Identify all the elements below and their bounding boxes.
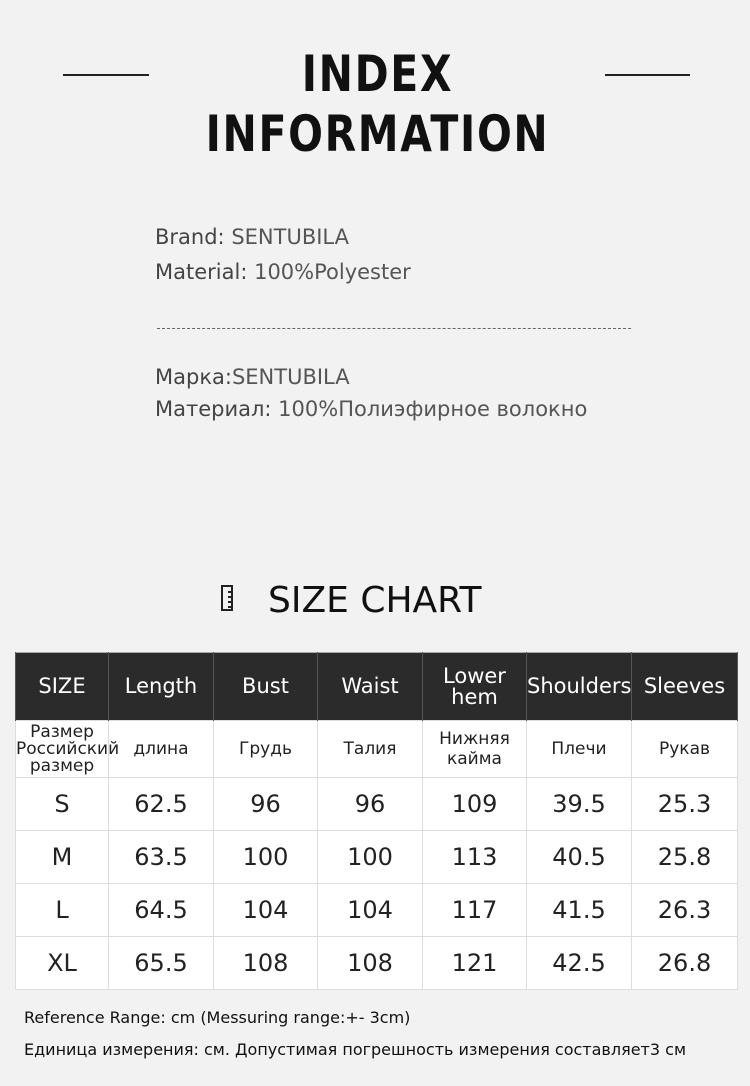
cell-size: L: [16, 884, 109, 937]
brand-label-ru: Марка:: [155, 365, 232, 389]
col-header-size-ru: Размер Российский размер: [16, 721, 120, 776]
cell-size: M: [16, 831, 109, 884]
cell-sleeves: 25.8: [632, 831, 738, 884]
header: [0, 44, 750, 163]
col-header-waist-ru: Талия: [318, 721, 423, 778]
col-header-lower-hem-ru: Нижняя кайма: [423, 721, 527, 778]
brand-value: SENTUBILA: [231, 225, 349, 249]
cell-sleeves: 25.3: [632, 778, 738, 831]
cell-waist: 96: [318, 778, 423, 831]
material-value-ru: 100%Полиэфирное волокно: [278, 397, 588, 421]
cell-bust: 108: [214, 937, 318, 990]
cell-bust: 100: [214, 831, 318, 884]
col-header-waist: Waist: [318, 653, 423, 721]
material-line-ru: [155, 397, 587, 421]
cell-length: 64.5: [109, 884, 214, 937]
brand-line: [155, 225, 349, 249]
brand-value-ru: SENTUBILA: [231, 365, 350, 389]
material-label-ru: Материал:: [155, 397, 272, 421]
cell-lower-hem: 121: [423, 937, 527, 990]
brand-label: Brand:: [155, 225, 225, 249]
table-row: [16, 831, 738, 884]
col-header-bust-ru: Грудь: [214, 721, 318, 778]
brand-line-ru: [155, 365, 350, 389]
page-title: INDEX INFORMATION: [205, 45, 550, 163]
table-row: [16, 778, 738, 831]
col-header-length-ru: длина: [109, 721, 214, 778]
cell-lower-hem: 109: [423, 778, 527, 831]
cell-lower-hem: 113: [423, 831, 527, 884]
cell-lower-hem: 117: [423, 884, 527, 937]
cell-shoulders: 39.5: [527, 778, 632, 831]
size-chart-title: SIZE CHART: [268, 580, 482, 621]
cell-sleeves: 26.8: [632, 937, 738, 990]
reference-range-note-ru: Единица измерения: см. Допустимая погрешность измерения составляет3 см: [24, 1040, 687, 1059]
cell-shoulders: 41.5: [527, 884, 632, 937]
table-header-row-ru: [16, 721, 738, 778]
cell-length: 62.5: [109, 778, 214, 831]
header-right-rule: [605, 74, 690, 76]
header-left-rule: [63, 74, 149, 76]
size-table: [15, 652, 738, 990]
cell-shoulders: 40.5: [527, 831, 632, 884]
cell-shoulders: 42.5: [527, 937, 632, 990]
size-chart-heading: [0, 578, 750, 623]
material-value: 100%Polyester: [254, 260, 411, 284]
col-header-shoulders: Shoulders: [527, 653, 632, 721]
table-header-row: [16, 653, 738, 721]
cell-waist: 104: [318, 884, 423, 937]
cell-bust: 104: [214, 884, 318, 937]
material-line: [155, 260, 411, 284]
col-header-sleeves: Sleeves: [632, 653, 738, 721]
material-label: Material:: [155, 260, 248, 284]
col-header-size: SIZE: [16, 653, 109, 721]
col-header-shoulders-ru: Плечи: [527, 721, 632, 778]
ruler-icon: [221, 585, 233, 611]
table-row: [16, 937, 738, 990]
table-row: [16, 884, 738, 937]
cell-bust: 96: [214, 778, 318, 831]
cell-size: XL: [16, 937, 109, 990]
col-header-sleeves-ru: Рукав: [632, 721, 738, 778]
cell-length: 65.5: [109, 937, 214, 990]
cell-waist: 108: [318, 937, 423, 990]
col-header-bust: Bust: [214, 653, 318, 721]
reference-range-note: Reference Range: cm (Messuring range:+- 3cm): [24, 1008, 411, 1027]
dotted-divider: [157, 328, 631, 329]
col-header-length: Length: [109, 653, 214, 721]
col-header-lower-hem: Lower hem: [423, 653, 527, 721]
cell-sleeves: 26.3: [632, 884, 738, 937]
cell-size: S: [16, 778, 109, 831]
cell-waist: 100: [318, 831, 423, 884]
cell-length: 63.5: [109, 831, 214, 884]
